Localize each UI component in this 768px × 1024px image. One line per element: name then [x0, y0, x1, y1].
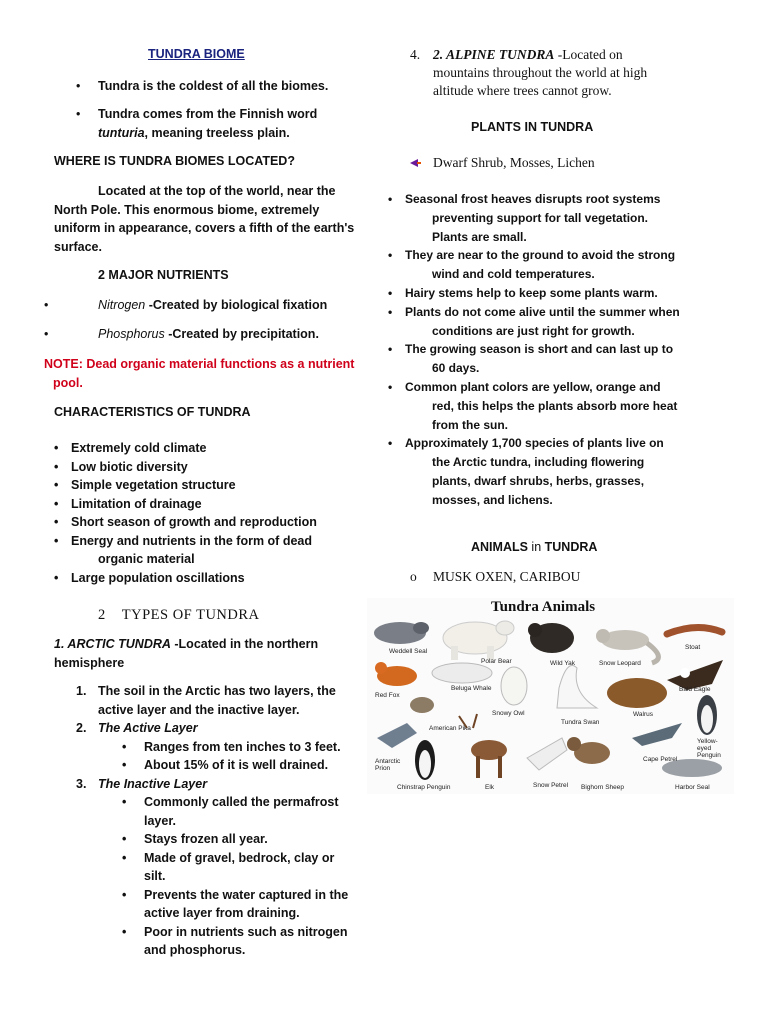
- characteristic-item: Simple vegetation structure: [71, 478, 236, 492]
- arrow-bullet-icon: [410, 157, 422, 173]
- arctic-desc: -Located in the northern: [170, 637, 319, 651]
- animal-label: Walrus: [633, 711, 653, 718]
- active-layer-title: The Active Layer: [98, 721, 198, 735]
- bullet-mark: •: [76, 107, 81, 121]
- animal-label: Polar Bear: [481, 658, 512, 665]
- where-paragraph: [54, 182, 354, 256]
- finnish-word: tunturia: [98, 126, 145, 140]
- tundra-animals-image: [367, 598, 734, 794]
- nutrient-name: Nitrogen: [98, 298, 146, 312]
- characteristic-item: Extremely cold climate: [71, 441, 207, 455]
- alpine-desc-2: mountains throughout the world at high: [433, 65, 648, 80]
- finnish-meaning: , meaning treeless plain.: [144, 126, 290, 140]
- animal-label: Weddell Seal: [389, 648, 428, 655]
- characteristic-item: organic material: [98, 552, 195, 566]
- plant-fact: They are near to the ground to avoid the strong: [405, 248, 676, 263]
- nutrients-heading: 2 MAJOR NUTRIENTS: [98, 268, 229, 282]
- plant-fact: the Arctic tundra, including flowering: [432, 455, 645, 470]
- plant-fact: plants, dwarf shrubs, herbs, grasses,: [432, 473, 645, 488]
- animal-label: Bighorn Sheep: [581, 784, 625, 791]
- soil-text-1: The soil in the Arctic has two layers, the: [98, 684, 336, 698]
- inactive-point: Prevents the water captured in the: [144, 887, 349, 902]
- alpine-title: 2. ALPINE TUNDRA: [433, 47, 555, 62]
- inactive-point: Stays frozen all year.: [144, 832, 268, 846]
- animal-label: Harbor Seal: [675, 784, 710, 791]
- alpine-desc-3: altitude where trees cannot grow.: [433, 83, 612, 98]
- plants-heading: PLANTS IN TUNDRA: [471, 120, 594, 134]
- animal-label: Yellow-eyed Penguin: [697, 738, 721, 759]
- intro-text-1: Tundra is the coldest of all the biomes.: [98, 79, 329, 93]
- characteristic-item: Short season of growth and reproduction: [71, 515, 317, 529]
- nutrient-name: Phosphorus: [98, 327, 165, 341]
- inactive-point: Commonly called the permafrost: [144, 795, 339, 809]
- characteristics-heading: CHARACTERISTICS OF TUNDRA: [54, 405, 251, 419]
- plant-fact: wind and cold temperatures.: [432, 267, 595, 282]
- intro-text-2: Tundra comes from the Finnish word: [98, 107, 318, 121]
- inactive-point: silt.: [144, 869, 166, 883]
- where-line-3: uniform in appearance, covers a fifth of the earth's: [54, 221, 355, 235]
- animal-label: Beluga Whale: [451, 685, 492, 692]
- intro-text-2b: [98, 124, 290, 143]
- where-heading: WHERE IS TUNDRA BIOMES LOCATED?: [54, 154, 295, 168]
- arctic-title: 1. ARCTIC TUNDRA: [54, 637, 171, 651]
- item-number: 3.: [76, 776, 87, 791]
- where-line-4: surface.: [54, 239, 102, 254]
- animal-label: Tundra Swan: [561, 719, 600, 726]
- plant-fact: red, this helps the plants absorb more heat: [432, 398, 678, 413]
- animal-label: Snowy Owl: [492, 710, 525, 717]
- plant-fact: Plants do not come alive until the summer when: [405, 304, 680, 319]
- note-line-2: pool.: [53, 375, 83, 390]
- characteristic-item: Low biotic diversity: [71, 459, 188, 474]
- bullet-mark: •: [76, 79, 81, 93]
- plant-fact: conditions are just right for growth.: [432, 323, 635, 338]
- animals-illustration: [367, 598, 734, 794]
- circle-bullet-icon: o: [410, 569, 417, 584]
- plant-fact: Approximately 1,700 species of plants live on: [405, 436, 664, 451]
- plant-fact: mosses, and lichens.: [432, 492, 553, 507]
- arctic-items: 1. The soil in the Arctic has two layers, the active layer and the inactive layer. 2. The Active Layer • Ranges from ten inches to 3 feet. • About 15% of it is well drained. 3. The Inactive Layer • Commonly called the permafrost layer. • Stays frozen all year. • Made of gravel, bedrock, clay or silt. • Prevents the water captured in the active layer from draining. • Poor in nutrients such as nitrogen and phosphorus.: [76, 682, 366, 960]
- plant-fact: The growing season is short and can last up to: [405, 342, 674, 357]
- arctic-tundra: [54, 635, 354, 672]
- types-title: TYPES OF TUNDRA: [121, 607, 260, 623]
- characteristic-item: Large population oscillations: [71, 570, 245, 585]
- inactive-point: and phosphorus.: [144, 943, 246, 957]
- characteristic-item: Limitation of drainage: [71, 496, 202, 511]
- animal-label: Elk: [485, 784, 495, 791]
- bullet-mark: •: [44, 327, 49, 341]
- alpine-tundra: [410, 46, 710, 100]
- page-title: TUNDRA BIOME: [148, 47, 245, 61]
- types-number: 2: [98, 607, 106, 623]
- item-number: 2.: [76, 721, 87, 735]
- active-point: About 15% of it is well drained.: [144, 758, 329, 772]
- note-line-1: NOTE: Dead organic material functions as a nutrient: [44, 357, 355, 371]
- bullet-mark: •: [44, 298, 49, 312]
- animal-label: Stoat: [685, 644, 701, 651]
- animal-label: Cape Petrel: [643, 756, 678, 763]
- item-number: 1.: [76, 684, 87, 698]
- plant-facts: • Seasonal frost heaves disrupts root systems preventing support for tall vegetation. Plants are small. • They are near to the ground to avoid the strong wind and cold temperatures. • Hairy stems help to keep some plants warm. • Plants do not come alive until the summer when conditions are just right for growth. • The growing season is short and can last up to 60 days. • Common plant colors are yellow, orange and red, this helps the plants absorb more heat from the sun. • Approximately 1,700 species of plants live on the Arctic tundra, including flowering plants, dwarf shrubs, herbs, grasses, mosses, and lichens.: [388, 190, 748, 510]
- animals-list: MUSK OXEN, CARIBOU: [433, 569, 581, 584]
- plant-fact: preventing support for tall vegetation.: [432, 210, 649, 225]
- animal-label: Snow Petrel: [533, 782, 569, 789]
- inactive-point: layer.: [144, 813, 176, 828]
- animals-heading: ANIMALS in TUNDRA: [471, 540, 598, 554]
- inactive-point: active layer from draining.: [144, 906, 300, 920]
- where-line-2: North Pole. This enormous biome, extremely: [54, 202, 320, 217]
- animal-label: Bald Eagle: [679, 686, 711, 693]
- animal-label: Wild Yak: [550, 660, 576, 667]
- plant-fact: from the sun.: [432, 417, 509, 432]
- note-text: [44, 355, 364, 392]
- soil-text-2: active layer and the inactive layer.: [98, 702, 300, 717]
- inactive-layer-title: The Inactive Layer: [98, 776, 208, 791]
- inactive-point: Made of gravel, bedrock, clay or: [144, 850, 335, 865]
- animal-label: Chinstrap Penguin: [397, 784, 451, 791]
- plant-fact: Common plant colors are yellow, orange and: [405, 379, 661, 394]
- alpine-desc: -Located on: [554, 47, 623, 62]
- where-line-1: Located at the top of the world, near the: [98, 184, 336, 198]
- characteristic-item: Energy and nutrients in the form of dead: [71, 533, 312, 548]
- animal-label: Antarctic Prion: [375, 758, 401, 772]
- plant-fact: Plants are small.: [432, 229, 527, 244]
- arctic-desc-2: hemisphere: [54, 655, 125, 670]
- plant-fact: 60 days.: [432, 361, 480, 376]
- active-point: Ranges from ten inches to 3 feet.: [144, 739, 341, 754]
- nutrient-desc: -Created by biological fixation: [145, 298, 328, 312]
- animals-image-title: Tundra Animals: [491, 599, 596, 615]
- animal-label: Red Fox: [375, 692, 400, 699]
- types-heading: [98, 607, 260, 624]
- plant-fact: Hairy stems help to keep some plants warm.: [405, 285, 658, 300]
- plant-fact: Seasonal frost heaves disrupts root systems: [405, 192, 661, 206]
- animal-label: Snow Leopard: [599, 660, 641, 667]
- alpine-number: 4.: [410, 47, 421, 62]
- characteristics-list: • Extremely cold climate • Low biotic diversity • Simple vegetation structure • Limitation of drainage • Short season of growth and reproduction • Energy and nutrients in the form of dead organic material • Large population oscillations: [54, 439, 354, 587]
- plants-list: Dwarf Shrub, Mosses, Lichen: [433, 155, 595, 170]
- nutrient-desc: -Created by precipitation.: [164, 327, 319, 341]
- inactive-point: Poor in nutrients such as nitrogen: [144, 924, 348, 939]
- animal-label: American Pika: [429, 725, 471, 732]
